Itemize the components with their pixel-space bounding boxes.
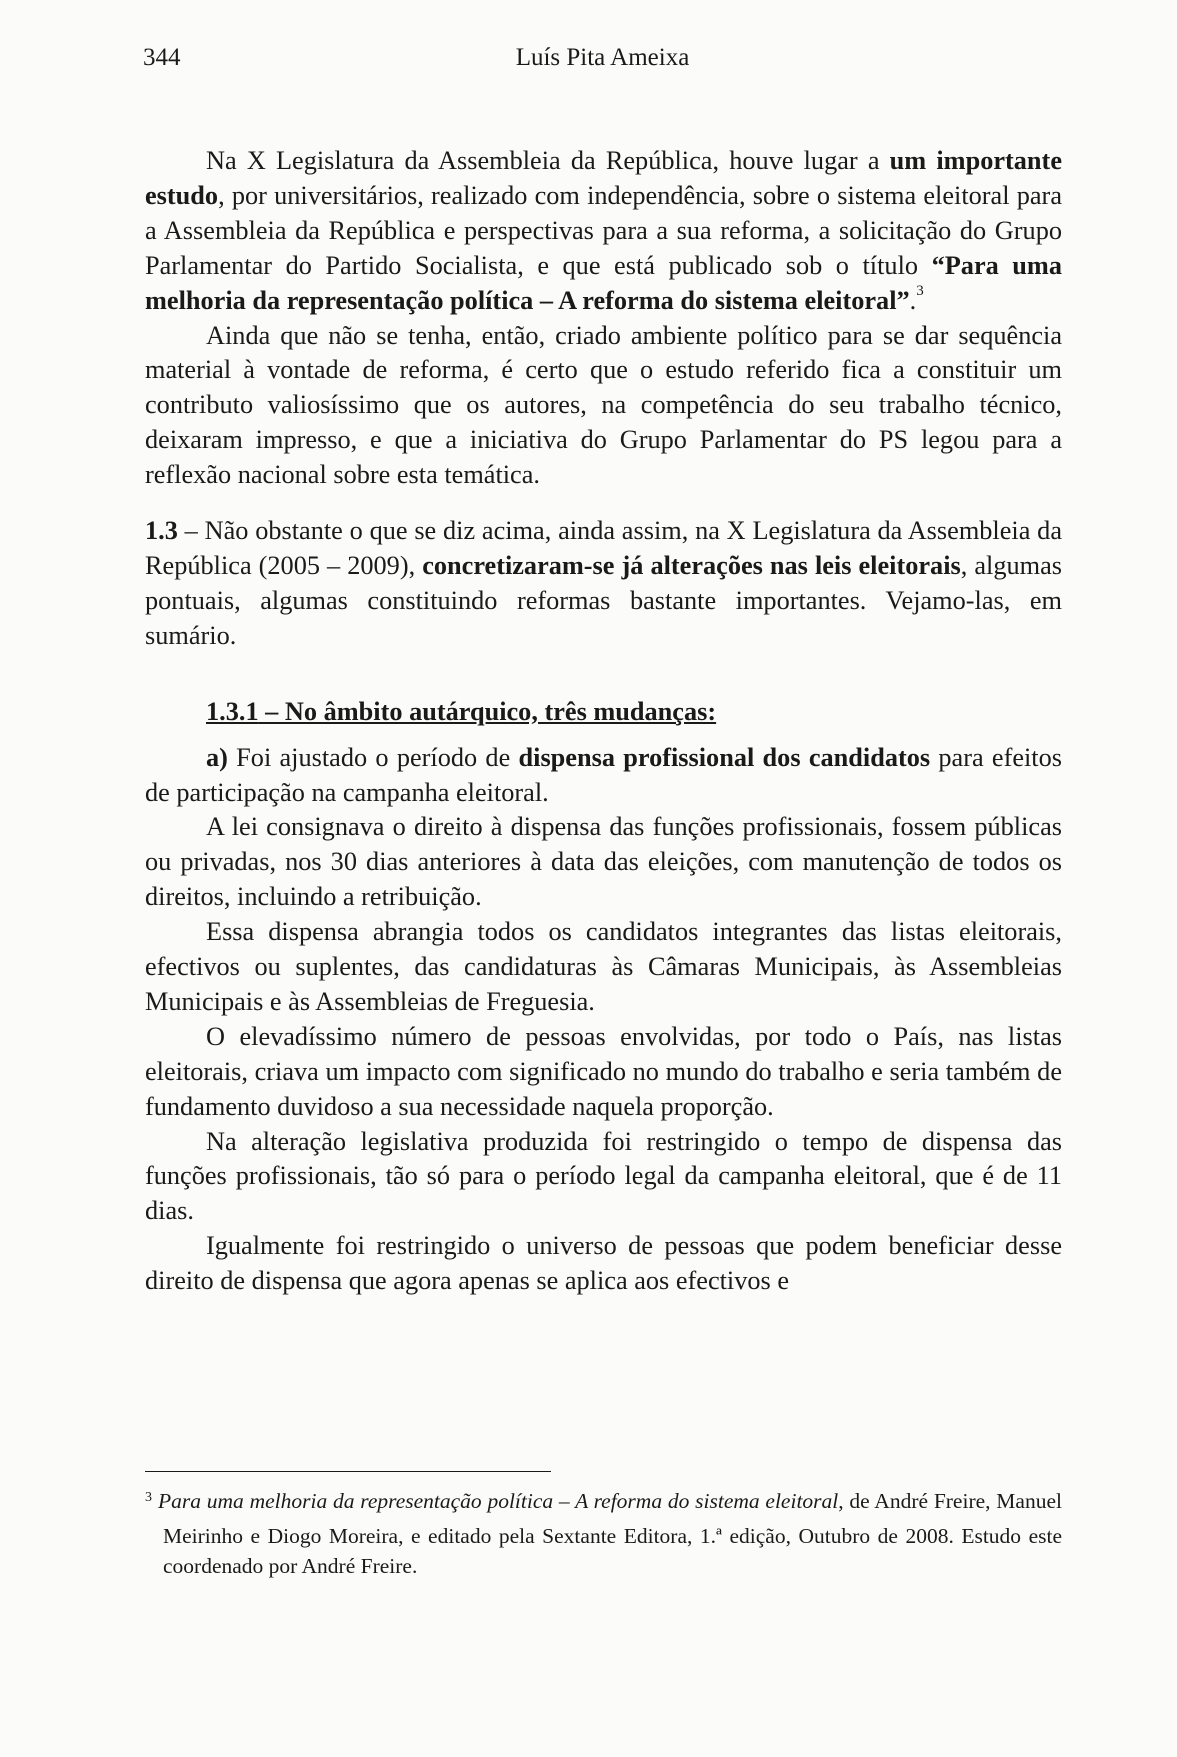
paragraph-legislature-study: [145, 144, 1062, 319]
paragraph-item-a: [145, 741, 1062, 811]
bold-run: concretizaram-se já alterações nas leis eleitorais: [422, 550, 961, 580]
subsection-heading: [145, 695, 1062, 730]
bold-run: um importante estudo: [145, 146, 1062, 210]
footnote-mark: 3: [145, 1490, 152, 1505]
text-run: , por universitários, realizado com independência, sobre o sistema eleitoral para a Assembleia da República e perspectivas para a sua reforma, a solicitação do Grupo Parlamentar do Partido Socialista, e que está publicado sob o título: [145, 180, 1062, 280]
body-text: [145, 144, 1062, 1299]
footnote-divider: [145, 1471, 551, 1472]
page-number: 344: [143, 44, 181, 71]
bold-study-title: “Para uma melhoria da representação política – A reforma do sistema eleitoral”: [145, 250, 1062, 315]
text-run: – Não obstante o que se diz acima, ainda assim, na X Legislatura da Assembleia da República (2005 – 2009),: [145, 516, 1062, 580]
text-run: Foi ajustado o período de: [227, 742, 519, 772]
section-number: 1.3: [145, 516, 178, 546]
paragraph-scope: Essa dispensa abrangia todos os candidatos integrantes das listas eleitorais, efectivos ou suplentes, das candidaturas às Câmaras Municipais, às Assembleias Municipais e às Assembleias de Freguesia.: [145, 917, 1062, 1016]
footnote: [145, 1486, 1062, 1582]
bold-run: dispensa profissional dos candidatos: [518, 742, 931, 772]
text-run: Na X Legislatura da Assembleia da República, houve lugar a: [206, 146, 890, 175]
running-head: [143, 44, 1062, 74]
subsection-number: 1.3.1: [206, 696, 259, 726]
text-run: para efeitos de participação na campanha eleitoral.: [145, 742, 1062, 807]
paragraph-reform-context: Ainda que não se tenha, então, criado ambiente político para se dar sequência material à vontade de reforma, é certo que o estudo referido fica a constituir um contributo valiosíssimo que os autores, na competência do seu trabalho técnico, deixaram impresso, e que a iniciativa do Grupo Parlamentar do PS legou para a reflexão nacional sobre esta temática.: [145, 320, 1062, 490]
subsection-title: – No âmbito autárquico, três mudanças:: [258, 696, 717, 726]
footnote-3: [145, 1486, 1062, 1582]
footnote-cited-title: Para uma melhoria da representação política – A reforma do sistema eleitoral: [158, 1489, 839, 1513]
item-label: a): [206, 742, 228, 772]
footnote-reference: 3: [916, 282, 924, 299]
text-run: , algumas pontuais, algumas constituindo reformas bastante importantes. Vejamo-las, em sumário.: [145, 550, 1062, 650]
footnote-text: , de André Freire, Manuel Meirinho e Diogo Moreira, e editado pela Sextante Editora, 1.ª edição, Outubro de 2008. Estudo este coordenado por André Freire.: [163, 1489, 1062, 1578]
text-run: .: [909, 285, 917, 315]
paragraph-section-1-3: [145, 514, 1062, 654]
paragraph-restriction-people: Igualmente foi restringido o universo de pessoas que podem beneficiar desse direito de dispensa que agora apenas se aplica aos efectivos e: [145, 1231, 1062, 1296]
paragraph-restriction-time: Na alteração legislativa produzida foi restringido o tempo de dispensa das funções profissionais, tão só para o período legal da campanha eleitoral, que é de 11 dias.: [145, 1126, 1062, 1226]
running-title: Luís Pita Ameixa: [515, 44, 690, 71]
paragraph-impact: O elevadíssimo número de pessoas envolvidas, por todo o País, nas listas eleitorais, criava um impacto com significado no mundo do trabalho e seria também de fundamento duvidoso a sua necessidade naquela proporção.: [145, 1021, 1062, 1121]
paragraph-law-right: A lei consignava o direito à dispensa das funções profissionais, fossem públicas ou privadas, nos 30 dias anteriores à data das eleições, com manutenção de todos os direitos, incluindo a retribuição.: [145, 812, 1062, 912]
